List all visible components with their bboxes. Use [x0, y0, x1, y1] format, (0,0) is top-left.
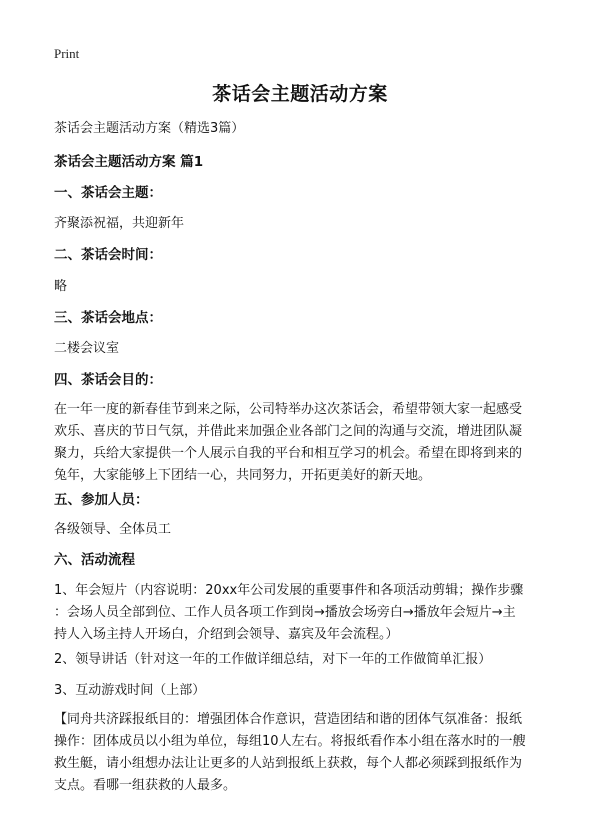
section-body-time: 略	[54, 279, 68, 294]
section-heading-attendees: 五、参加人员：	[54, 492, 149, 508]
flow-item1-line-1: 1、年会短片（内容说明：20xx年公司发展的重要事件和各项活动剪辑；操作步骤	[54, 583, 524, 598]
purpose-line-2: 欢乐、喜庆的节日气氛，并借此来加强企业各部门之间的沟通与交流，增进团队凝	[54, 424, 523, 439]
game-line-2: 操作：团体成员以小组为单位，每组10人左右。将报纸看作本小组在落水时的一艘	[54, 734, 526, 749]
section-heading-flow: 六、活动流程	[54, 552, 135, 568]
print-label[interactable]: Print	[54, 46, 80, 61]
flow-item3: 3、互动游戏时间（上部）	[54, 683, 206, 698]
section-heading-time: 二、茶话会时间：	[54, 247, 162, 263]
game-line-1: 【同舟共济踩报纸目的：增强团体合作意识，营造团结和谐的团体气氛准备：报纸	[54, 712, 523, 727]
purpose-line-1: 在一年一度的新春佳节到来之际，公司特举办这次茶话会，希望带领大家一起感受	[54, 402, 523, 417]
purpose-line-4: 兔年，大家能够上下团结一心，共同努力，开拓更美好的新天地。	[54, 468, 432, 483]
section-body-attendees: 各级领导、全体员工	[54, 522, 172, 537]
document-subtitle: 茶话会主题活动方案（精选3篇）	[54, 121, 245, 136]
purpose-line-3: 聚力，兵给大家提供一个人展示自我的平台和相互学习的机会。希望在即将到来的	[54, 446, 523, 461]
section-body-theme: 齐聚添祝福，共迎新年	[54, 216, 185, 231]
flow-item1-line-3: 持人入场主持人开场白，介绍到会领导、嘉宾及年会流程。）	[54, 627, 399, 642]
section-heading-purpose: 四、茶话会目的：	[54, 372, 162, 388]
part-heading: 茶话会主题活动方案 篇1	[54, 154, 204, 170]
section-heading-location: 三、茶话会地点：	[54, 310, 162, 326]
game-line-3: 救生艇，请小组想办法让让更多的人站到报纸上获救，每个人都必须踩到报纸作为	[54, 756, 523, 771]
flow-item2: 2、领导讲话（针对这一年的工作做详细总结，对下一年的工作做简单汇报）	[54, 652, 492, 667]
section-body-location: 二楼会议室	[54, 341, 120, 356]
flow-item1-line-2: ：会场人员全部到位、工作人员各项工作到岗→播放会场旁白→播放年会短片→主	[54, 605, 516, 620]
document-title: 茶话会主题活动方案	[212, 83, 388, 105]
section-heading-theme: 一、茶话会主题：	[54, 185, 162, 201]
game-line-4: 支点。看哪一组获救的人最多。	[54, 778, 237, 793]
